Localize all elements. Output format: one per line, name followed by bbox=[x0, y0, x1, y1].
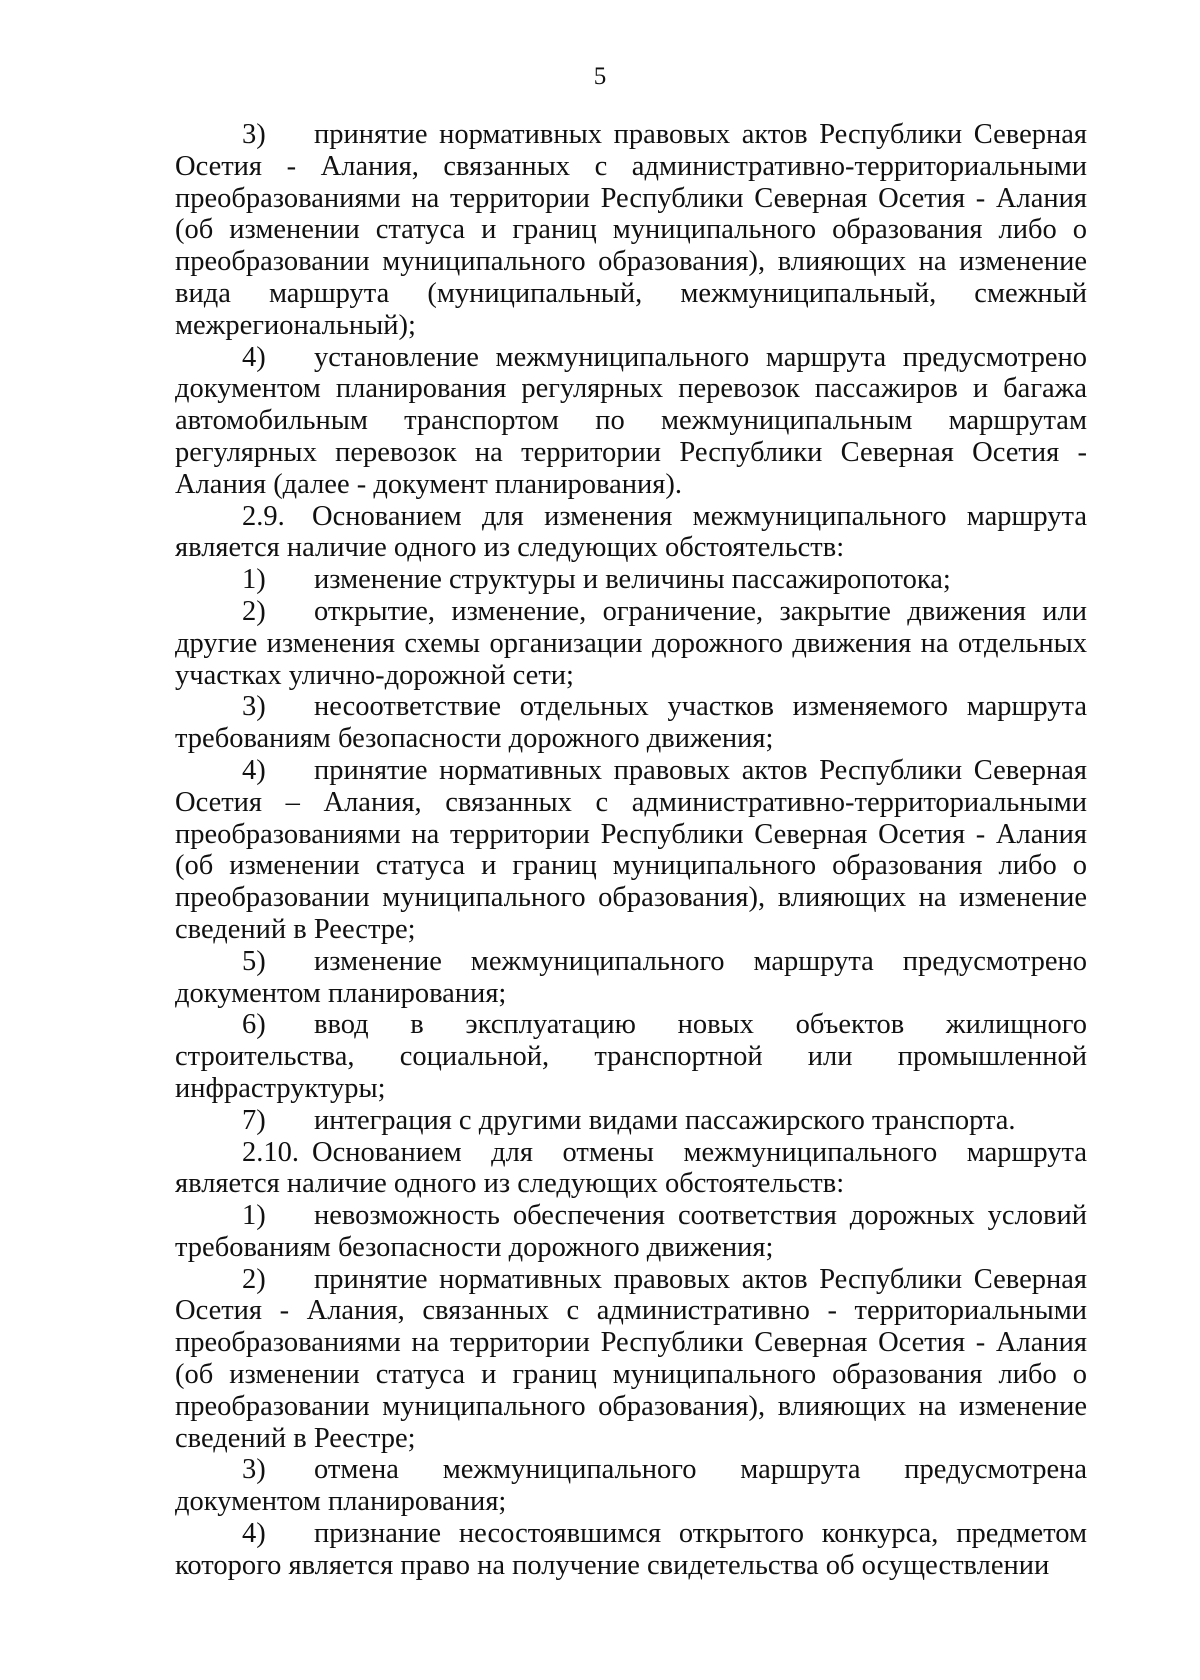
list-item bbox=[175, 1454, 1087, 1518]
clause-2-10 bbox=[175, 1137, 1087, 1201]
list-item bbox=[175, 1518, 1087, 1582]
item-text: изменение структуры и величины пассажиропотока; bbox=[314, 564, 951, 596]
list-item bbox=[175, 119, 1087, 342]
item-text: интеграция с другими видами пассажирского транспорта. bbox=[314, 1104, 1016, 1136]
list-item bbox=[175, 946, 1087, 1010]
list-item bbox=[175, 691, 1087, 755]
list-item bbox=[175, 1009, 1087, 1104]
list-item bbox=[175, 564, 1087, 596]
item-number: 4) bbox=[242, 341, 266, 373]
clause-number: 2.10. bbox=[242, 1136, 299, 1168]
item-text: невозможность обеспечения соответствия дорожных условий требованиям безопасности дорожного движения; bbox=[175, 1200, 1087, 1263]
item-text: принятие нормативных правовых актов Республики Северная Осетия - Алания, связанных с административно-территориальными преобразованиями на территории Республики Северная Осетия - Алания (об изменении статуса и границ муниципального образования либо о преобразовании муниципального образования), влияющих на изменение вида маршрута (муниципальный, межмуниципальный, смежный межрегиональный); bbox=[175, 119, 1087, 341]
clause-2-9 bbox=[175, 501, 1087, 565]
item-number: 6) bbox=[242, 1009, 266, 1041]
list-item bbox=[175, 1105, 1087, 1137]
item-number: 2) bbox=[242, 595, 266, 627]
page-number: 5 bbox=[593, 63, 607, 90]
item-number: 3) bbox=[242, 119, 266, 150]
item-text: ввод в эксплуатацию новых объектов жилищного строительства, социальной, транспортной или промышленной инфраструктуры; bbox=[175, 1009, 1087, 1104]
item-number: 1) bbox=[242, 1200, 266, 1232]
item-text: несоответствие отдельных участков изменяемого маршрута требованиям безопасности дорожного движения; bbox=[175, 691, 1087, 755]
item-number: 1) bbox=[242, 564, 266, 596]
item-text: признание несостоявшимся открытого конкурса, предметом которого является право на получение свидетельства об осуществлении bbox=[175, 1518, 1087, 1581]
document-body bbox=[175, 119, 1087, 1582]
list-item bbox=[175, 1200, 1087, 1264]
item-number: 2) bbox=[242, 1263, 266, 1295]
list-item bbox=[175, 342, 1087, 501]
item-text: изменение межмуниципального маршрута предусмотрено документом планирования; bbox=[175, 945, 1087, 1009]
item-text: принятие нормативных правовых актов Республики Северная Осетия – Алания, связанных с административно-территориальными преобразованиями на территории Республики Северная Осетия - Алания (об изменении статуса и границ муниципального образования либо о преобразовании муниципального образования), влияющих на изменение сведений в Реестре; bbox=[175, 754, 1087, 945]
item-number: 3) bbox=[242, 1454, 266, 1486]
list-item bbox=[175, 1264, 1087, 1455]
item-text: принятие нормативных правовых актов Республики Северная Осетия - Алания, связанных с административно - территориальными преобразованиями на территории Республики Северная Осетия - Алания (об изменении статуса и границ муниципального образования либо о преобразовании муниципального образования), влияющих на изменение сведений в Реестре; bbox=[175, 1263, 1087, 1454]
item-number: 7) bbox=[242, 1104, 266, 1136]
clause-text: Основанием для отмены межмуниципального маршрута является наличие одного из следующих обстоятельств: bbox=[175, 1136, 1087, 1200]
item-text: установление межмуниципального маршрута предусмотрено документом планирования регулярных перевозок пассажиров и багажа автомобильным транспортом по межмуниципальным маршрутам регулярных перевозок на территории Республики Северная Осетия - Алания (далее - документ планирования). bbox=[175, 341, 1087, 500]
clause-number: 2.9. bbox=[242, 500, 285, 532]
list-item bbox=[175, 755, 1087, 946]
clause-text: Основанием для изменения межмуниципального маршрута является наличие одного из следующих обстоятельств: bbox=[175, 500, 1087, 564]
item-number: 4) bbox=[242, 754, 266, 786]
item-text: отмена межмуниципального маршрута предусмотрена документом планирования; bbox=[175, 1454, 1087, 1518]
list-item bbox=[175, 596, 1087, 691]
item-text: открытие, изменение, ограничение, закрытие движения или другие изменения схемы организации дорожного движения на отдельных участках улично-дорожной сети; bbox=[175, 595, 1087, 691]
item-number: 4) bbox=[242, 1518, 266, 1550]
item-number: 3) bbox=[242, 691, 266, 723]
item-number: 5) bbox=[242, 945, 266, 977]
